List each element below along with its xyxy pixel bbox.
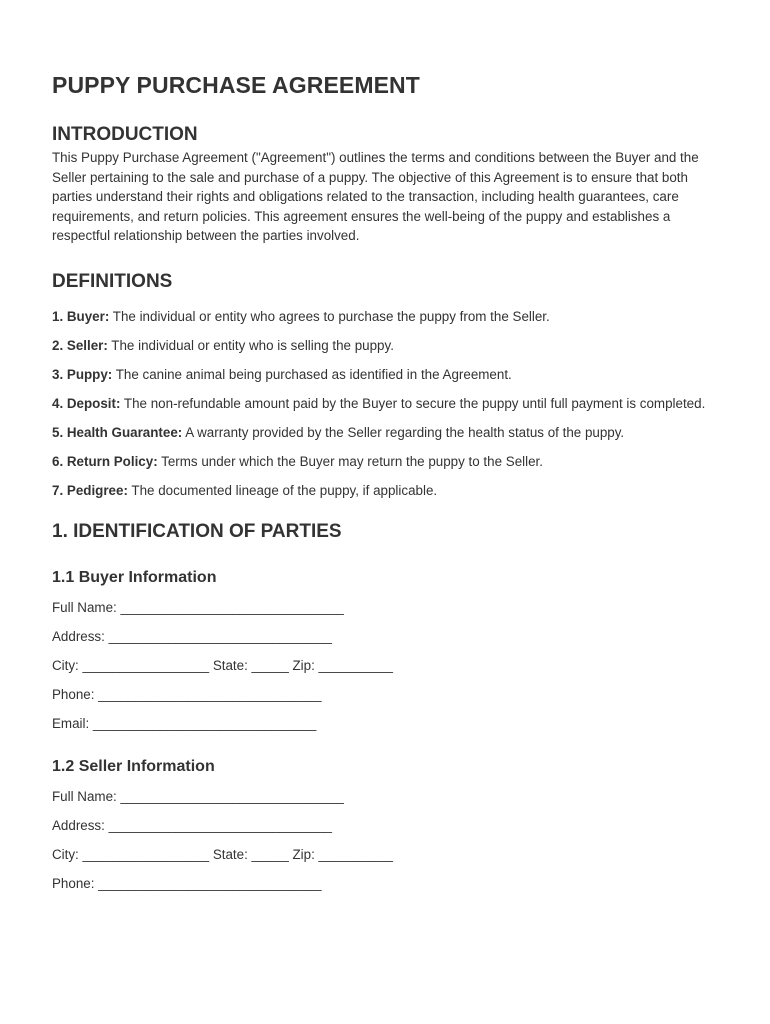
definition-text: A warranty provided by the Seller regarding the health status of the puppy. [182, 424, 625, 440]
seller-full-name-field[interactable]: Full Name: ______________________________ [52, 789, 344, 804]
definition-text: The canine animal being purchased as identified in the Agreement. [112, 366, 512, 382]
document-title: PUPPY PURCHASE AGREEMENT [52, 72, 420, 98]
definition-term: 6. Return Policy: [52, 453, 158, 469]
buyer-phone-field[interactable]: Phone: ______________________________ [52, 687, 322, 703]
buyer-city-state-zip-field[interactable]: City: _________________ State: _____ Zip: __________ [52, 658, 394, 674]
definition-term: 7. Pedigree: [52, 482, 128, 498]
definition-text: The documented lineage of the puppy, if applicable. [127, 482, 438, 498]
definition-term: 5. Health Guarantee: [52, 424, 183, 440]
definition-item-buyer [52, 307, 720, 327]
seller-information-heading: 1.2 Seller Information [52, 758, 215, 775]
definition-text: The non-refundable amount paid by the Buyer to secure the puppy until full payment is completed. [120, 395, 706, 411]
definition-item-puppy [52, 365, 720, 385]
definition-text: Terms under which the Buyer may return the puppy to the Seller. [157, 453, 543, 469]
definition-item-pedigree [52, 481, 720, 501]
buyer-information-heading: 1.1 Buyer Information [52, 569, 217, 587]
identification-heading: 1. IDENTIFICATION OF PARTIES [52, 521, 342, 543]
definition-text: The individual or entity who is selling the puppy. [107, 337, 394, 353]
introduction-paragraph: This Puppy Purchase Agreement ("Agreement") outlines the terms and conditions between the Buyer and the Seller pertaining to the sale and purchase of a puppy. The objective of this Agreement is to ensure that both parties understand their rights and obligations related to the transaction, including health guarantees, care requirements, and return policies. This agreement ensures the well-being of the puppy and establishes a respectful relationship between the parties involved. [52, 150, 699, 244]
definition-item-health-guarantee [52, 423, 720, 443]
definition-item-return-policy [52, 452, 720, 472]
introduction-heading: INTRODUCTION [52, 124, 198, 145]
seller-address-field[interactable]: Address: ______________________________ [52, 817, 332, 833]
seller-city-state-zip-field[interactable]: City: _________________ State: _____ Zip: __________ [52, 846, 394, 862]
definition-text: The individual or entity who agrees to purchase the puppy from the Seller. [109, 308, 550, 324]
definition-term: 1. Buyer: [52, 308, 110, 324]
definition-term: 4. Deposit: [52, 395, 121, 411]
definition-term: 2. Seller: [52, 337, 108, 353]
definition-item-seller [52, 336, 720, 356]
seller-phone-field[interactable]: Phone: ______________________________ [52, 875, 322, 891]
definition-term: 3. Puppy: [52, 366, 113, 382]
buyer-email-field[interactable]: Email: ______________________________ [52, 716, 317, 732]
buyer-full-name-field[interactable]: Full Name: ______________________________ [52, 600, 344, 616]
buyer-address-field[interactable]: Address: ______________________________ [52, 629, 332, 645]
document-page [52, 68, 720, 894]
definitions-heading: DEFINITIONS [52, 270, 173, 292]
definition-item-deposit [52, 394, 720, 414]
